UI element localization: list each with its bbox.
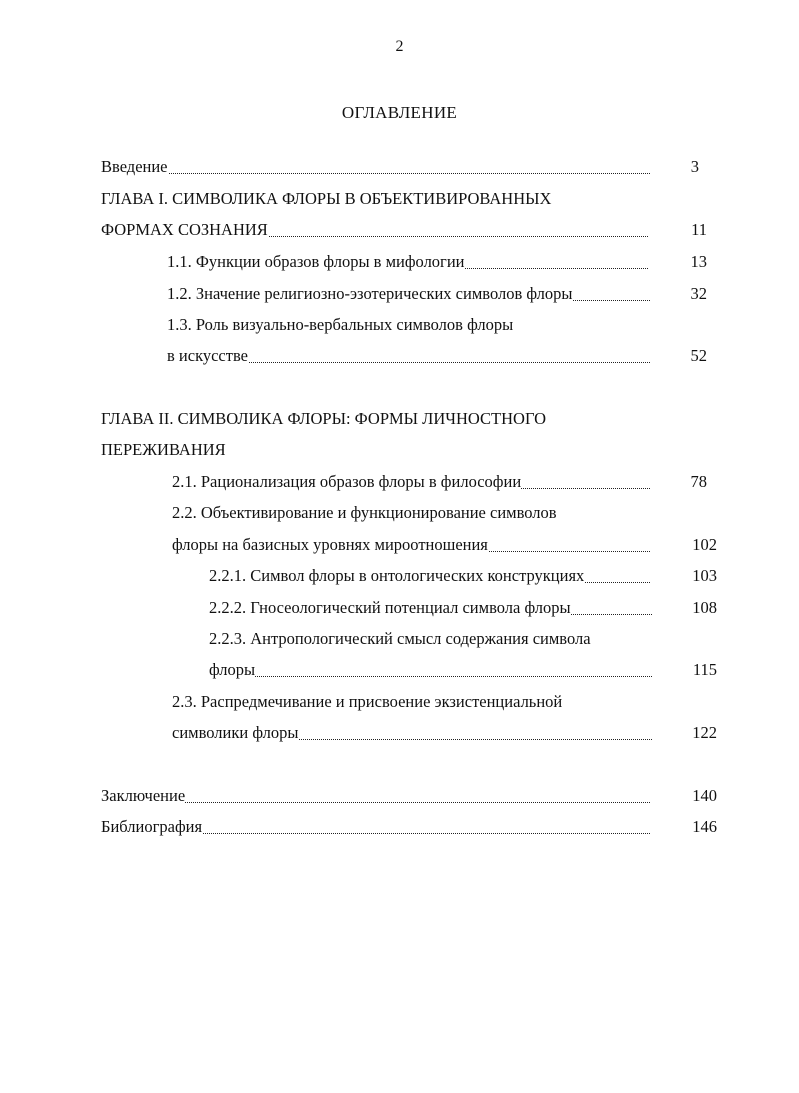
toc-section-2-2-line1[interactable] (0, 501, 799, 525)
toc-entry-label: 2.2. Объективирование и функционирование символов (172, 503, 557, 522)
page-number: 2 (395, 38, 404, 55)
toc-entry-label: ФОРМАХ СОЗНАНИЯ (101, 220, 268, 239)
toc-chapter-2-line1[interactable] (0, 407, 799, 431)
toc-entry-label: ПЕРЕЖИВАНИЯ (101, 440, 226, 459)
toc-entry-label: 2.2.1. Символ флоры в онтологических конструкциях (209, 566, 585, 585)
toc-section-1-3-line1[interactable] (0, 313, 799, 337)
toc-section-2-2-1[interactable] (0, 564, 799, 588)
toc-entry-page: 146 (692, 817, 717, 836)
toc-section-2-1[interactable] (0, 470, 799, 494)
toc-entry-label: Библиография (101, 817, 203, 836)
toc-entry-page: 140 (692, 786, 717, 805)
toc-entry-page: 32 (690, 284, 707, 303)
toc-entry-page: 11 (691, 220, 707, 239)
toc-entry-label: Введение (101, 157, 168, 176)
toc-chapter-1-line2[interactable] (0, 218, 799, 242)
toc-entry-label: ГЛАВА II. СИМВОЛИКА ФЛОРЫ: ФОРМЫ ЛИЧНОСТНОГО (101, 409, 547, 428)
toc-entry-page: 52 (690, 346, 707, 365)
toc-entry-label: флоры на базисных уровнях мироотношения (172, 535, 488, 554)
toc-entry-label: 2.2.2. Гносеологический потенциал символа флоры (209, 598, 571, 617)
toc-entry-label: флоры (209, 660, 256, 679)
toc-chapter-1-line1[interactable] (0, 187, 799, 211)
toc-section-2-2-2[interactable] (0, 596, 799, 620)
toc-entry-label: Заключение (101, 786, 186, 805)
toc-section-2-2-3-line1[interactable] (0, 627, 799, 651)
toc-section-2-2-line2[interactable] (0, 533, 799, 557)
toc-section-2-3-line2[interactable] (0, 721, 799, 745)
toc-section-2-2-3-line2[interactable] (0, 658, 799, 682)
toc-entry-label: ГЛАВА I. СИМВОЛИКА ФЛОРЫ В ОБЪЕКТИВИРОВАННЫХ (101, 189, 552, 208)
toc-entry-page: 115 (692, 660, 717, 679)
toc-section-1-3-line2[interactable] (0, 344, 799, 368)
toc-entry-page: 122 (692, 723, 717, 742)
toc-section-1-1[interactable] (0, 250, 799, 274)
toc-entry-label: 2.2.3. Антропологический смысл содержания символа (209, 629, 591, 648)
toc-entry-page: 102 (692, 535, 717, 554)
toc-entry-label: 2.1. Рационализация образов флоры в философии (172, 472, 522, 491)
toc-title: ОГЛАВЛЕНИЕ (341, 103, 458, 122)
toc-chapter-2-line2[interactable] (0, 438, 799, 462)
toc-entry-page: 3 (690, 157, 699, 176)
toc-entry-page: 103 (692, 566, 717, 585)
toc-entry-introduction[interactable] (0, 155, 799, 179)
toc-entry-page: 13 (690, 252, 707, 271)
toc-section-2-3-line1[interactable] (0, 690, 799, 714)
toc-entry-conclusion[interactable] (0, 784, 799, 808)
toc-entry-label: 1.1. Функции образов флоры в мифологии (167, 252, 465, 271)
toc-entry-page: 78 (690, 472, 707, 491)
toc-entry-label: символики флоры (172, 723, 299, 742)
toc-entry-page: 108 (692, 598, 717, 617)
toc-entry-label: 2.3. Распредмечивание и присвоение экзистенциальной (172, 692, 563, 711)
toc-entry-label: 1.2. Значение религиозно-эзотерических символов флоры (167, 284, 573, 303)
toc-entry-label: в искусстве (167, 346, 248, 365)
toc-section-1-2[interactable] (0, 282, 799, 306)
toc-entry-bibliography[interactable] (0, 815, 799, 839)
toc-entry-label: 1.3. Роль визуально-вербальных символов флоры (167, 315, 514, 334)
